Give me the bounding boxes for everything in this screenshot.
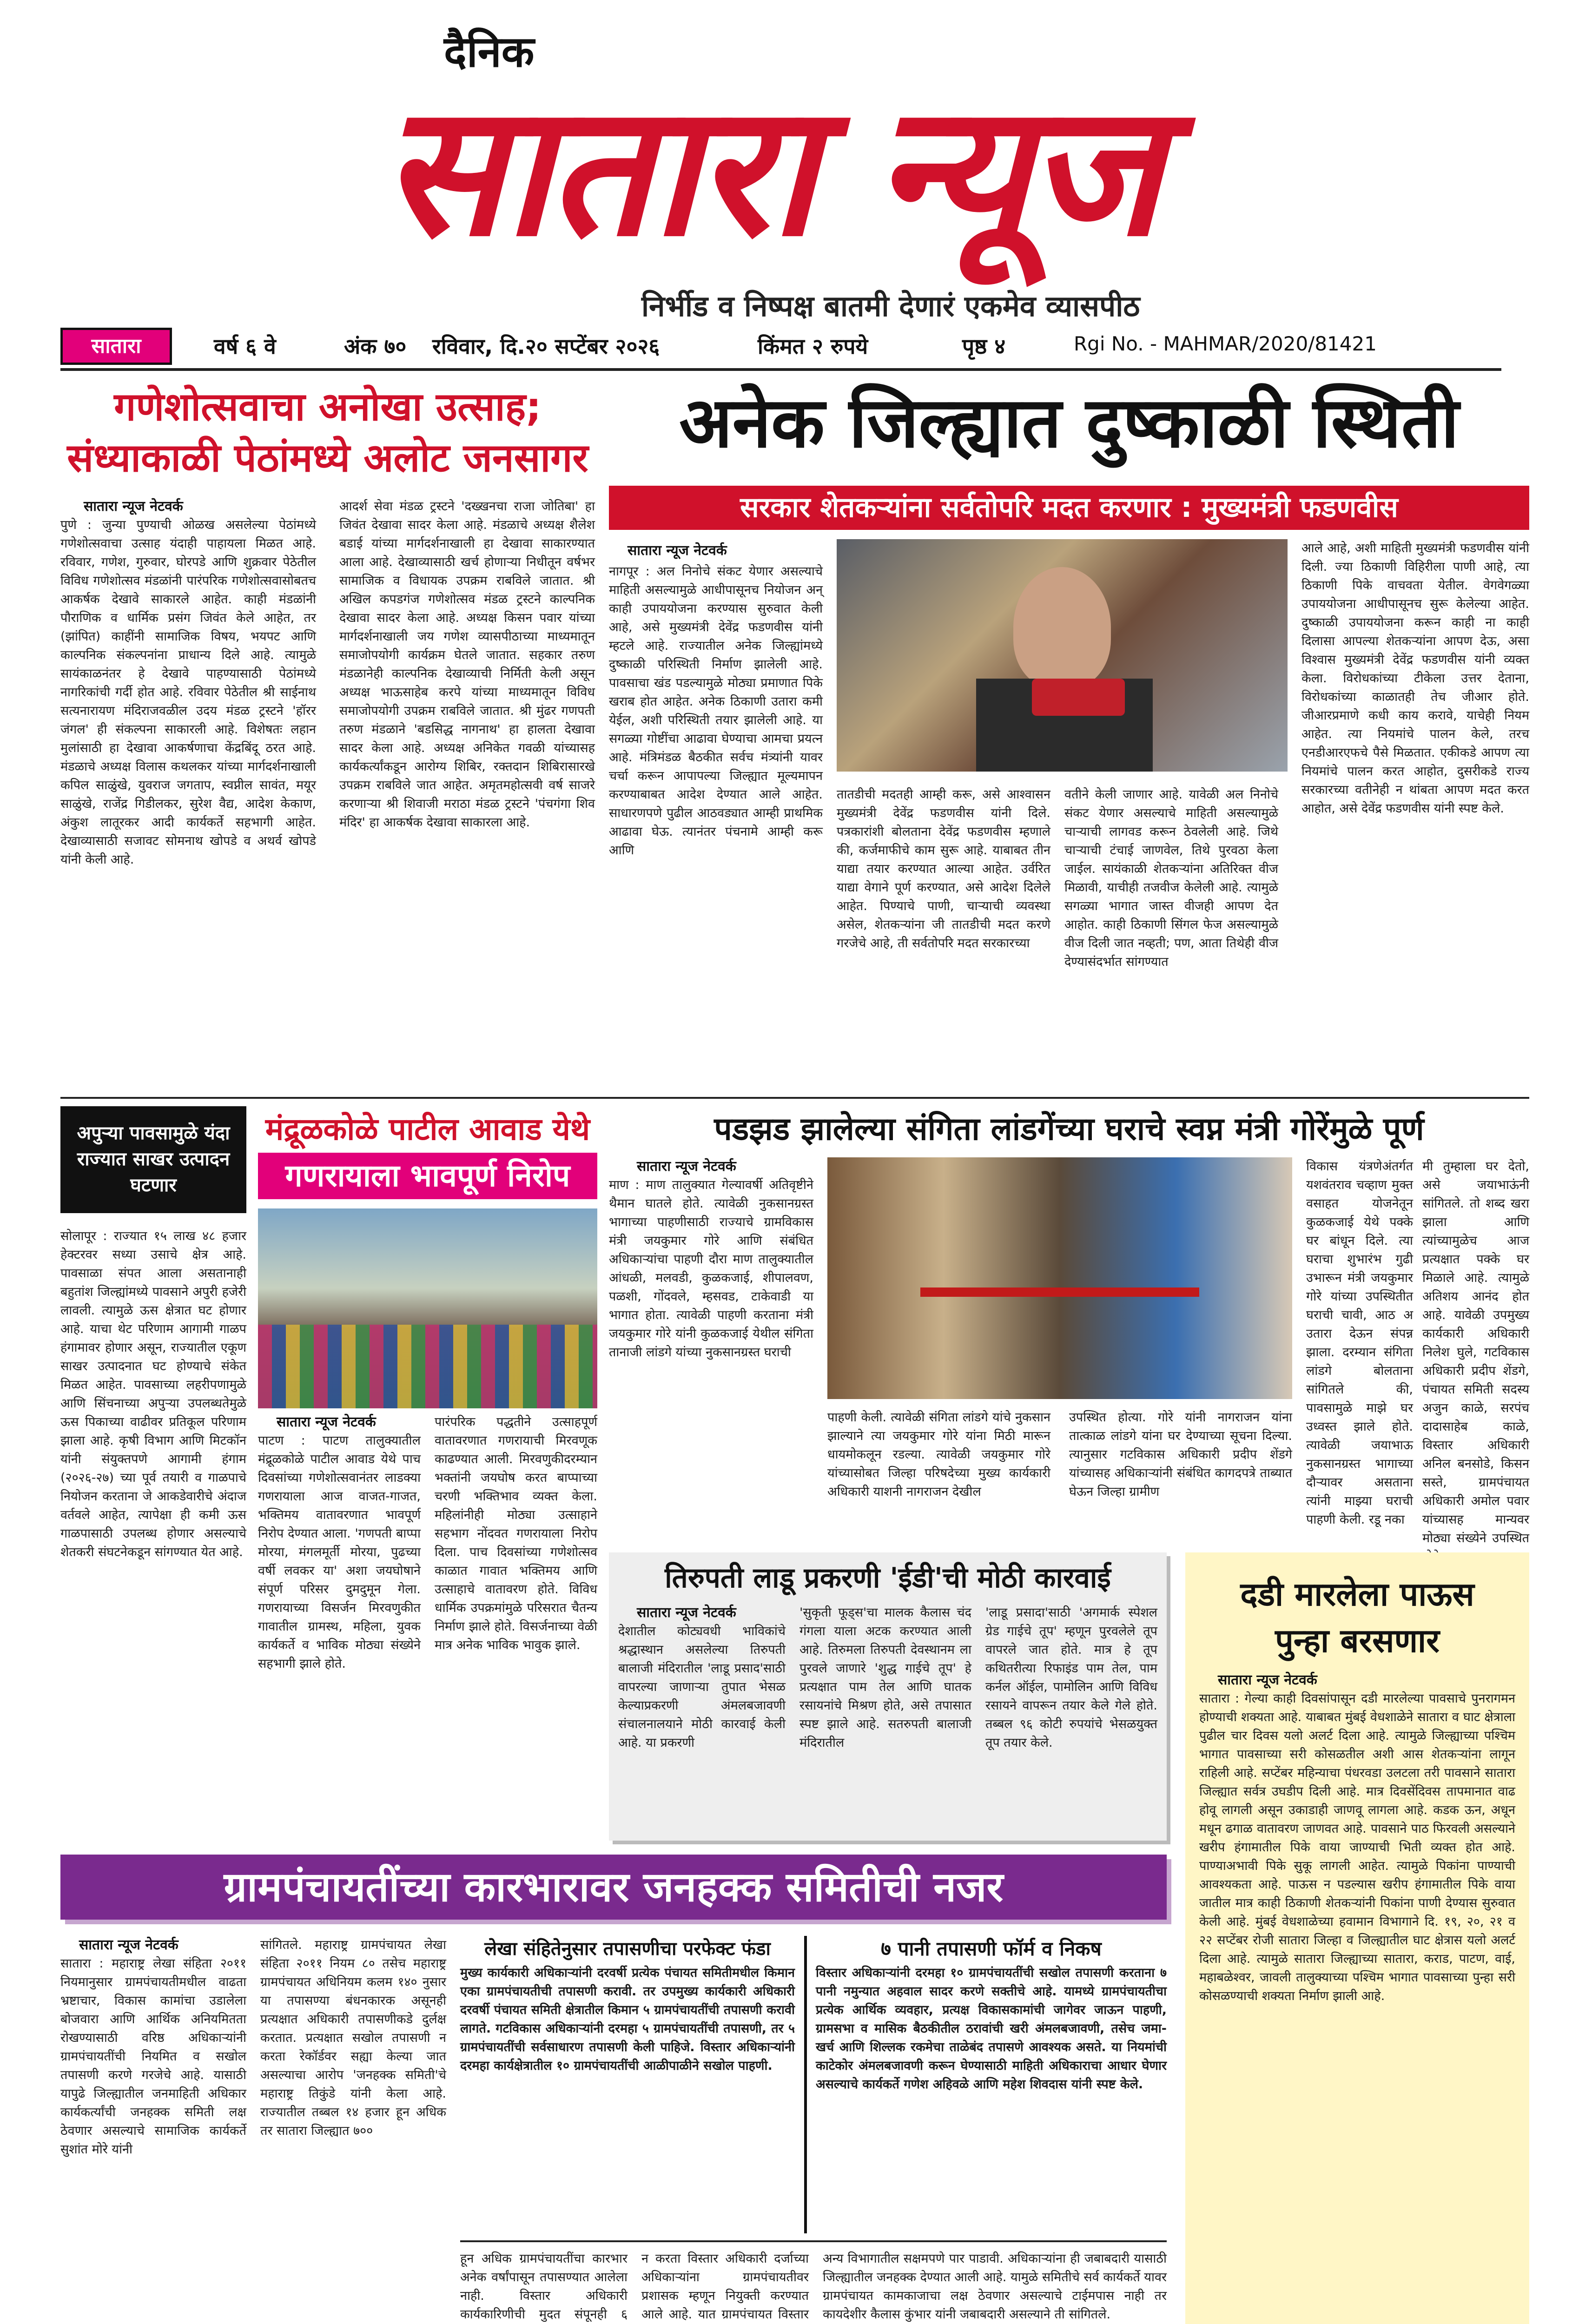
rain-headline-1: दडी मारलेला पाऊस — [1240, 1575, 1474, 1613]
photo-microphones — [1032, 679, 1125, 716]
city-label: सातारा — [91, 334, 141, 358]
masthead-prefix: दैनिक — [444, 26, 535, 77]
tirupati-article — [609, 1552, 1167, 1841]
masthead-rule — [60, 368, 1501, 371]
sugar-text: सोलापूर : राज्यात १५ लाख ४८ हजार हेक्टरवर सध्या उसाचे क्षेत्र आहे. पावसाळा संपत आला असतानाही बहुतांश जिल्ह्यांमध्ये पावसाने अपुरी हजेरी लावली. त्यामुळे ऊस क्षेत्रात घट होणार आहे. याचा थेट परिणाम आगामी गाळप हंगामावर होणार असून, राज्यातील एकूण साखर उत्पादनात घट होण्याचे संकेत मिळत आहेत. पावसाच्या लहरीपणामुळे आणि सिंचनाच्या अपुऱ्या उपलब्धतेमुळे ऊस पिकाच्या वाढीवर प्रतिकूल परिणाम झाला आहे. कृषी विभाग आणि मिटकॉन यांनी संयुक्तपणे आगामी हंगाम (२०२६-२७) च्या पूर्व तयारी व गाळपाचे नियोजन करताना जे आकडेवारीचे अंदाज वर्तवले आहेत, त्यापेक्षा ही कमी ऊस गाळपासाठी उपलब्ध होणार असल्याचे शेतकरी संघटनेकडून सांगण्यात येत आहे. — [60, 1229, 246, 1559]
tirupati-headline: तिरुपती लाडू प्रकरणी 'ईडी'ची मोठी कारवाई — [665, 1562, 1111, 1594]
ganesh-byline: सातारा न्यूज नेटवर्क — [84, 498, 183, 515]
reg-label: Rgi No. - MAHMAR/2020/81421 — [1074, 332, 1377, 355]
tirupati-col-2: 'सुकृती फूड्स'चा मालक कैलास चंद गंगला याला अटक करण्यात आली आहे. तिरुमला तिरुपती देवस्थानम ला पुरवले जाणारे 'शुद्ध गाईचे तूप' हे प्रत्यक्षात पाम तेल आणि घातक रसायनांचे मिश्रण होते, असे तपासात स्पष्ट झाले आहे. सतरुपती बालाजी मंदिरातील — [799, 1605, 971, 1750]
photo-ribbon — [920, 1287, 1199, 1297]
sugar-headline: अपुऱ्या पावसामुळे यंदा राज्यात साखर उत्पादन घटणार — [77, 1122, 230, 1196]
masthead-title: सातारा न्यूज — [381, 63, 1159, 276]
city-badge — [60, 328, 172, 365]
procession-photo — [258, 1208, 597, 1408]
gram-box-1-title: लेखा संहितेनुसार तपासणीचा परफेक्ट फंडा — [484, 1938, 771, 1960]
gore-col-2: पाहणी केली. त्यावेळी संगिता लांडगे यांचे नुकसान झाल्याने त्या जयकुमार गोरे यांना मिठी मारून धायमोकलून रडल्या. त्यावेळी जयकुमार गोरे यांच्यासोबत जिल्हा परिषदेच्या मुख्य कार्यकारी अधिकारी याशनी नागराजन देखील — [827, 1410, 1050, 1499]
rain-headline-2: पुन्हा बरसणार — [1275, 1622, 1440, 1660]
gram-box-2-title: ७ पानी तपासणी फॉर्म व निकष — [881, 1937, 1102, 1960]
gram-box-1-text: मुख्य कार्यकारी अधिकाऱ्यांनी दरवर्षी प्रत्येक पंचायत समितीमधील किमान एका ग्रामपंचायतीची तपासणी करावी. तर उपमुख्य कार्यकारी अधिकारी दरवर्षी पंचायत समिती क्षेत्रातील किमान ५ ग्रामपंचायतींची तपासणी करावी लागते. गटविकास अधिकाऱ्यांनी दरमहा ५ ग्रामपंचायतींची तपासणी, तर ५ ग्रामपंचायतींची सर्वसाधारण तपासणी केली पाहिजे. विस्तार अधिकाऱ्यांनी दरमहा कार्यक्षेत्रातील १० ग्रामपंचायतींची आळीपाळीने सखोल पाहणी. — [460, 1966, 795, 2073]
price-label: किंमत २ रुपये — [758, 334, 868, 359]
ganesh-headline-1: गणेशोत्सवाचा अनोखा उत्साह; — [114, 384, 542, 429]
drought-subhead: सरकार शेतकऱ्यांना सर्वतोपरि मदत करणार : मुख्यमंत्री फडणवीस — [740, 491, 1398, 524]
rain-byline: सातारा न्यूज नेटवर्क — [1218, 1672, 1317, 1688]
date-label: रविवार, दि.२० सप्टेंबर २०२६ — [432, 334, 660, 359]
drought-col-1: नागपूर : अल निनोचे संकट येणार असल्याचे माहिती असल्यामुळे आधीपासूनच नियोजन अन् काही उपाययोजना करण्यास सुरुवात केली आहे, असे मुख्यमंत्री देवेंद्र फडणवीस यांनी म्हटले आहे. राज्यातील अनेक जिल्ह्यांमध्ये दुष्काळी परिस्थिती निर्माण झालेली आहे. पावसाचा खंड पडल्यामुळे मोठ्या प्रमाणात पिके खराब होत आहेत. अनेक ठिकाणी उतारा कमी येईल, अशी परिस्थिती तयार झालेली आहे. या सगळ्या गोष्टींचा आढावा घेण्याचा आमचा प्रयत्न आहे. मंत्रिमंडळ बैठकीत सर्वच मंत्र्यांनी यावर चर्चा करून आपापल्या जिल्ह्यात मूल्यमापन करण्याबाबत आदेश देण्यात आले आहेत. साधारणपणे पुढील आठवड्यात आम्ही प्राथमिक आढावा घेऊ. त्यानंतर पंचनामे आम्ही करू आणि — [609, 564, 823, 858]
gore-photo — [827, 1157, 1292, 1399]
gore-headline: पडझड झालेल्या संगिता लांडगेंच्या घराचे स्वप्न मंत्री गोरेंमुळे पूर्ण — [714, 1111, 1424, 1148]
gore-article — [609, 1106, 1529, 1543]
gram-byline: सातारा न्यूज नेटवर्क — [79, 1937, 178, 1953]
patil-col-1: पाटण : पाटण तालुक्यातील मंद्रूळकोळे पाटील आवाड येथे पाच दिवसांच्या गणेशोत्सवानंतर लाडक्या गणरायाला आज वाजत-गाजत, भक्तिमय वातावरणात भावपूर्ण निरोप देण्यात आला. 'गणपती बाप्पा मोरया, मंगलमूर्ती मोरया, पुढच्या वर्षी लवकर या' अशा जयघोषाने संपूर्ण परिसर दुमदुमून गेला. गणरायाच्या विसर्जन मिरवणुकीत गावातील ग्रामस्थ, महिला, युवक कार्यकर्ते व भाविक मोठ्या संख्येने सहभागी झाले होते. — [258, 1433, 421, 1671]
sugar-article — [60, 1106, 246, 1841]
gore-col-3: उपस्थित होत्या. गोरे यांनी नागराजन यांना तात्काळ लांडगे यांना घर देण्याच्या सूचना दिल्या. त्यानुसार गटविकास अधिकारी प्रदीप शेंडगे यांच्यासह अधिकाऱ्यांनी संबंधित कागदपत्रे ताब्यात घेऊन जिल्हा ग्रामीण — [1069, 1410, 1292, 1499]
drought-subhead-bar — [609, 486, 1529, 530]
patil-byline: सातारा न्यूज नेटवर्क — [277, 1414, 376, 1430]
tirupati-col-3: 'लाडू प्रसादा'साठी 'अगमार्क स्पेशल ग्रेड गाईचे तूप' म्हणून पुरवलेले तूप वापरले जात होते. मात्र हे तूप कथितरीत्या रिफाइंड पाम तेल, पाम कर्नल ऑईल, पामोलिन आणि विविध रसायने वापरून तयार केले गेले होते. तब्बल ९६ कोटी रुपयांचे भेसळयुक्त तूप तयार केले. — [985, 1605, 1157, 1750]
patil-col-2: पारंपरिक पद्धतीने उत्साहपूर्ण वातावरणात गणरायाची मिरवणूक काढण्यात आली. मिरवणुकीदरम्यान भक्तांनी जयघोष करत बाप्पाच्या चरणी भक्तिभाव व्यक्त केला. महिलांनीही मोठ्या उत्साहाने सहभाग नोंदवत गणरायाला निरोप दिला. पाच दिवसांच्या गणेशोत्सव काळात गावात भक्तिमय आणि उत्साहाचे वातावरण होते. विविध धार्मिक उपक्रमांमुळे परिसरात चैतन्य निर्माण झाले होते. विसर्जनाच्या वेळी मात्र अनेक भाविक भावुक झाले. — [435, 1415, 597, 1652]
gram-col-2: सांगितले. महाराष्ट्र ग्रामपंचायत लेखा संहिता २०११ नियम ८० तसेच महाराष्ट्र ग्रामपंचायत अधिनियम कलम १४० नुसार या तपासण्या बंधनकारक असूनही प्रत्यक्षात अधिकारी तपासणीकडे दुर्लक्ष करतात. प्रत्यक्षात सखोल तपासणी न करता रेकॉर्डवर सह्या केल्या जात असल्याचा आरोप 'जनहक्क समिती'चे महाराष्ट्र तिकुंडे यांनी केला आहे. राज्यातील तब्बल १४ हजार हून अधिक तर सातारा जिल्ह्यात ७०० — [260, 1938, 446, 2138]
gram-col-1: सातारा : महाराष्ट्र लेखा संहिता २०११ नियमानुसार ग्रामपंचायतीमधील वाढता भ्रष्टाचार, विकास कामांचा उडालेला बोजवारा आणि आर्थिक अनियमितता रोखण्यासाठी वरिष्ठ अधिकाऱ्यांनी ग्रामपंचायतींची नियमित व सखोल तपासणी करणे गरजेचे आहे. यासाठी यापुढे जिल्ह्यातील जनमाहिती अधिकार कार्यकर्त्यांची जनहक्क समिती लक्ष ठेवणार असल्याचे सामाजिक कार्यकर्ते सुशांत मोरे यांनी — [60, 1956, 246, 2157]
rain-box — [1185, 1552, 1529, 2324]
patil-headline-band — [258, 1153, 597, 1199]
drought-article — [609, 381, 1529, 1097]
ganesh-article — [60, 381, 595, 1097]
masthead-tagline: निर्भीड व निष्पक्ष बातमी देणारं एकमेव व्यासपीठ — [641, 289, 1140, 323]
rain-text: सातारा : गेल्या काही दिवसांपासून दडी मारलेल्या पावसाचे पुनरागमन होण्याची शक्यता आहे. याबाबत मुंबई वेधशाळेने सातारा व घाट क्षेत्राला पुढील चार दिवस यलो अलर्ट दिला आहे. त्यामुळे जिल्ह्याच्या पश्चिम भागात पावसाच्या सरी कोसळतील अशी आस शेतकऱ्यांना लागून राहिली आहे. सप्टेंबर महिन्याचा पंधरवडा उलटला तरी पावसाने सातारा जिल्ह्यात सर्वत्र उघडीप दिली आहे. मात्र दिवसेंदिवस तापमानात वाढ होवू लागली असून उकाडाही जाणवू लागला आहे. कडक ऊन, अधून मधून ढगाळ वातावरण जाणवत आहे. पावसाने पाठ फिरवली असल्याने खरीप हंगामातील पिके वाया जाण्याची भिती व्यक्त होत आहे. पाण्याअभावी पिके सुकू लागली आहेत. त्यामुळे पिकांना पाण्याची आवश्यकता आहे. पाऊस न पडल्यास खरीप हंगामातील पिके वाया जातील मात्र काही ठिकाणी शेतकऱ्यांनी पिकांना पाणी देण्यास सुरुवात केली आहे. मुंबई वेधशाळेच्या हवामान विभागाने दि. १९, २०, २१ व २२ सप्टेंबर रोजी सातारा जिल्हा व जिल्ह्यातील घाट क्षेत्रास यलो अलर्ट दिला आहे. त्यामुळे सातारा जिल्ह्याच्या सातारा, कराड, पाटण, वाई, महाबळेश्वर, जावली तालुक्याच्या पश्चिम भागात पावसाच्या पुन्हा सरी कोसळण्याची शक्यता निर्माण झाली आहे. — [1199, 1691, 1515, 2003]
gram-box-1 — [460, 1936, 795, 2233]
gram-col-4: न करता विस्तार अधिकारी दर्जाच्या अधिकाऱ्यांना ग्रामपंचायतीवर प्रशासक म्हणून नियुक्ती करण्यात आले आहे. यात ग्रामपंचायत विस्तार — [641, 2251, 809, 2322]
mid-rule — [60, 1097, 1529, 1099]
drought-col-4: आले आहे, अशी माहिती मुख्यमंत्री फडणवीस यांनी दिली. ज्या ठिकाणी विहिरीला पाणी आहे, त्या ठिकाणी पिके वाचवता येतील. वेगवेगळ्या उपाययोजना आधीपासूनच सुरू केलेल्या आहेत. दुष्काळी उपाययोजना करून काही ना काही दिलासा आपल्या शेतकऱ्यांना आपण देऊ, असा विश्वास मुख्यमंत्री देवेंद्र फडणवीस यांनी व्यक्त केला. विरोधकांच्या टीकेला उत्तर देताना, विरोधकांच्या काळातही तेच जीआर होते. जीआरप्रमाणे कधी काय करावे, याचेही नियम आहेत. त्या नियमांचे पालन केले, तरच एनडीआरएफचे पैसे मिळतात. एकीकडे आपण त्या नियमांचे पालन करत आहोत, दुसरीकडे राज्य सरकारच्या वतीनेही न थांबता आपण मदत करत आहोत, असे देवेंद्र फडणवीस यांनी स्पष्ट केले. — [1301, 541, 1529, 816]
ganesh-headline-2: संध्याकाळी पेठांमध्ये अलोट जनसागर — [67, 435, 588, 481]
gram-box-divider — [804, 1936, 807, 2233]
gram-headline: ग्रामपंचायतींच्या कारभारावर जनहक्क समितीची नजर — [224, 1863, 1004, 1911]
gram-col-5: अन्य विभागातील सक्षमपणे पार पाडावी. अधिकाऱ्यांना ही जबाबदारी यासाठी जिल्ह्यातील जनहक्क देण्यात आली आहे. यामुळे समितीचे सर्व कार्यकर्ते यावर ग्रामपंचायत कामकाजाचा लक्ष ठेवणार असल्याचे टाईमपास नाही तर कायदेशीर कैलास कुंभार यांनी जबाबदारी असल्याने ती सांगितले. — [823, 2251, 1167, 2322]
photo-figure — [1013, 567, 1111, 688]
issue-label: अंक ७० — [344, 334, 407, 359]
tirupati-byline: सातारा न्यूज नेटवर्क — [637, 1604, 736, 1621]
gram-article — [60, 1855, 1176, 2324]
sugar-headline-box — [60, 1106, 246, 1213]
drought-headline: अनेक जिल्ह्यात दुष्काळी स्थिती — [679, 383, 1459, 463]
patil-article — [258, 1106, 597, 1841]
edition-strip — [60, 328, 1455, 365]
ganesh-col-1: पुणे : जुन्या पुण्याची ओळख असलेल्या पेठांमध्ये गणेशोत्सवाचा उत्साह यंदाही पाहायला मिळत आहे. रविवार, गणेश, गुरुवार, घोरपडे आणि शुक्रवार पेठेतील विविध गणेशोत्सव मंडळांनी पारंपरिक गणेशोत्सवासोबतच आकर्षक देखावे साकारले आहेत. काही मंडळांनी पौराणिक व धार्मिक प्रसंग जिवंत केले आहेत, तर (झांपित) काहींनी सामाजिक विषय, भयपट आणि काल्पनिक संकल्पनांना प्राधान्य दिले आहे. त्यामुळे सायंकाळनंतर हे देखावे पाहण्यासाठी पेठांमध्ये नागरिकांची गर्दी होत आहे. रविवार पेठेतील श्री साईनाथ सत्यनारायण मंदिराजवळील उदय मंडळ ट्रस्टने 'हॉरर जंगल' ही संकल्पना साकारली आहे. विशेषतः लहान मुलांसाठी हा देखावा आकर्षणाचा केंद्रबिंदू ठरत आहे. मंडळाचे अध्यक्ष विलास कथलकर यांच्या मार्गदर्शनाखाली कपिल साळुंखे, युवराज जगताप, स्वप्नील सावंत, मयूर साळुंखे, राजेंद्र गिडीलकर, सुरेश वैद्य, आदेश केकाण, अंकुश लातूरकर आदी कार्यकर्ते सहभागी आहेत. देखाव्यासाठी सजावट सोमनाथ खोपडे व अथर्व खोपडे यांनी केली आहे. — [60, 518, 316, 867]
gram-headline-band — [60, 1855, 1167, 1920]
gore-col-4: विकास यंत्रणेअंतर्गत यशवंतराव चव्हाण मुक्त वसाहत योजनेतून कुळकजाई येथे पक्के घर बांधून दिले. त्या घराचा शुभारंभ गुढी उभारून मंत्री जयकुमार गोरे यांच्या उपस्थितीत घराची चावी, आठ अ उतारा देऊन संपन्न झाला. दरम्यान संगिता लांडगे बोलताना सांगितले की, पावसामुळे माझे घर उध्वस्त झाले होते. त्यावेळी जयाभाऊ नुकसानग्रस्त भागाच्या दौऱ्यावर असताना त्यांनी माझ्या घराची पाहणी केली. रडू नका — [1306, 1159, 1413, 1527]
gore-col-1: माण : माण तालुक्यात गेल्यावर्षी अतिवृष्टीने थैमान घातले होते. त्यावेळी नुकसानग्रस्त भागाच्या पाहणीसाठी राज्याचे ग्रामविकास मंत्री जयकुमार गोरे आणि संबंधित अधिकाऱ्यांचा पाहणी दौरा माण तालुक्यातील आंधळी, मलवडी, कुळकजाई, शीपालवण, पळशी, गोंदवले, म्हसवड, टाकेवाडी या भागात होता. त्यावेळी पाहणी करताना मंत्री जयकुमार गोरे यांनी कुळकजाई येथील संगिता तानाजी लांडगे यांच्या नुकसानग्रस्त घराची — [609, 1178, 813, 1360]
tirupati-col-1: देशातील कोट्यवधी भाविकांचे श्रद्धास्थान असलेल्या तिरुपती बालाजी मंदिरातील 'लाडू प्रसाद'साठी वापरल्या जाणाऱ्या तुपात भेसळ केल्याप्रकरणी अंमलबजावणी संचालनालयाने मोठी कारवाई केली आहे. या प्रकरणी — [618, 1624, 786, 1750]
page-label: पृष्ठ ४ — [962, 334, 1006, 359]
gram-box-2 — [816, 1936, 1167, 2233]
drought-col-2: तातडीची मदतही आम्ही करू, असे आश्वासन मुख्यमंत्री देवेंद्र फडणवीस यांनी दिले. पत्रकारांशी बोलताना देवेंद्र फडणवीस म्हणाले की, कर्जमाफीचे काम सुरू आहे. याबाबत तीन याद्या तयार करण्यात आल्या आहेत. उर्वरित याद्या वेगाने पूर्ण करण्यात, असे आदेश दिलेले आहेत. पिण्याचे पाणी, चाऱ्याची व्यवस्था असेल, शेतकऱ्यांना जी तातडीची मदत करणे गरजेचे आहे, ती सर्वतोपरि मदत सरकारच्या — [837, 787, 1050, 951]
gore-col-5: मी तुम्हाला घर देतो, असे जयाभाऊंनी सांगितले. तो शब्द खरा झाला आणि त्यांच्यामुळेच आज प्रत्यक्षात पक्के घर मिळाले आहे. त्यामुळे अतिशय आनंद होत आहे. यावेळी उपमुख्य कार्यकारी अधिकारी निलेश घुले, गटविकास अधिकारी प्रदीप शेंडगे, पंचायत समिती सदस्य अजुन काळे, सरपंच दादासाहेब काळे, विस्तार अधिकारी अनिल बनसोडे, किसन सस्ते, ग्रामपंचायत अधिकारी अमोल पवार यांच्यासह मान्यवर मोठ्या संख्येने उपस्थित — [1422, 1159, 1529, 1545]
gram-box-2-text: विस्तार अधिकाऱ्यांनी दरमहा १० ग्रामपंचायतींची सखोल तपासणी करताना ७ पानी नमुन्यात अहवाल सादर करणे सक्तीचे आहे. यामध्ये ग्रामपंचायतीचा प्रत्येक आर्थिक व्यवहार, प्रत्यक्ष विकासकामांची जागेवर जाऊन पाहणी, ग्रामसभा व मासिक बैठकीतील ठरावांची खरी अंमलबजावणी, तसेच जमा-खर्च आणि शिल्लक रकमेचा ताळेबंद तपासणे आवश्यक असते. या नियमांची काटेकोर अंमलबजावणी करून घेण्यासाठी माहिती अधिकाराचा आधार घेणार असल्याचे कार्यकर्ते गणेश अहिवळे आणि महेश शिवदास यांनी स्पष्ट केले. — [816, 1966, 1167, 2092]
photo-crowd — [258, 1325, 597, 1408]
drought-col-3: वतीने केली जाणार आहे. यावेळी अल निनोचे संकट येणार असल्याचे माहिती असल्यामुळे चाऱ्याची लागवड करून ठेवलेली आहे. जिथे चाऱ्याची टंचाई जाणवेल, तिथे पुरवठा केला जाईल. सायंकाळी शेतकऱ्यांना अतिरिक्त वीज मिळावी, याचीही तजवीज केलेली आहे. त्यामुळे सगळ्या भागात जास्त वीजही आपण देत आहोत. काही ठिकाणी सिंगल फेज असल्यामुळे वीज दिली जात नव्हती; पण, आता तिथेही वीज देण्यासंदर्भात सांगण्यात — [1064, 787, 1278, 969]
gram-box-rule — [460, 2240, 1167, 2242]
gore-byline: सातारा न्यूज नेटवर्क — [637, 1158, 736, 1175]
gram-col-3: हून अधिक ग्रामपंचायतींचा कारभार अनेक वर्षांपासून तपासण्यात आलेला नाही. विस्तार अधिकारी कार्यकारिणीची मुदत संपूनही ६ — [460, 2251, 628, 2322]
drought-byline: सातारा न्यूज नेटवर्क — [628, 542, 727, 559]
year-label: वर्ष ६ वे — [214, 334, 276, 359]
fadnavis-photo — [837, 539, 1288, 772]
patil-headline-1: मंद्रूळकोळे पाटील आवाड येथे — [265, 1111, 590, 1147]
ganesh-col-2: आदर्श सेवा मंडळ ट्रस्टने 'दख्खनचा राजा जोतिबा' हा जिवंत देखावा सादर केला आहे. मंडळाचे अध्यक्ष शैलेश बडाई यांच्या मार्गदर्शनाखाली हा देखावा साकारण्यात आला आहे. देखाव्यासाठी खर्च होणाऱ्या निधीतून वर्षभर सामाजिक व विधायक उपक्रम राबविले जातात. श्री अखिल कपडगंज गणेशोत्सव मंडळ ट्रस्टने काल्पनिक देखावा सादर केला आहे. अध्यक्ष किसन पवार यांच्या मार्गदर्शनाखाली जय गणेश व्यासपीठाच्या माध्यमातून समाजोपयोगी कार्यक्रम घेतले जातात. सहकार तरुण मंडळानेही काल्पनिक देखाव्याची निर्मिती केली असून अध्यक्ष भाऊसाहेब करपे यांच्या माध्यमातून विविध समाजोपयोगी उपक्रम राबविले जातात. श्री मुंढर गणपती तरुण मंडळाने 'बडसिद्ध नागनाथ' हा हालता देखावा सादर केला आहे. अध्यक्ष अनिकेत गवळी यांच्यासह कार्यकर्त्यांकडून आरोग्य शिबिर, रक्तदान शिबिरासारखे उपक्रम राबविले जात आहेत. अमृतमहोत्सवी वर्ष साजरे करणाऱ्या श्री शिवाजी मराठा मंडळ ट्रस्टने 'पंचगंगा शिव मंदिर' हा आकर्षक देखावा साकारला आहे. — [339, 499, 595, 830]
patil-headline-2: गणरायाला भावपूर्ण निरोप — [285, 1158, 570, 1194]
masthead — [0, 0, 1592, 372]
